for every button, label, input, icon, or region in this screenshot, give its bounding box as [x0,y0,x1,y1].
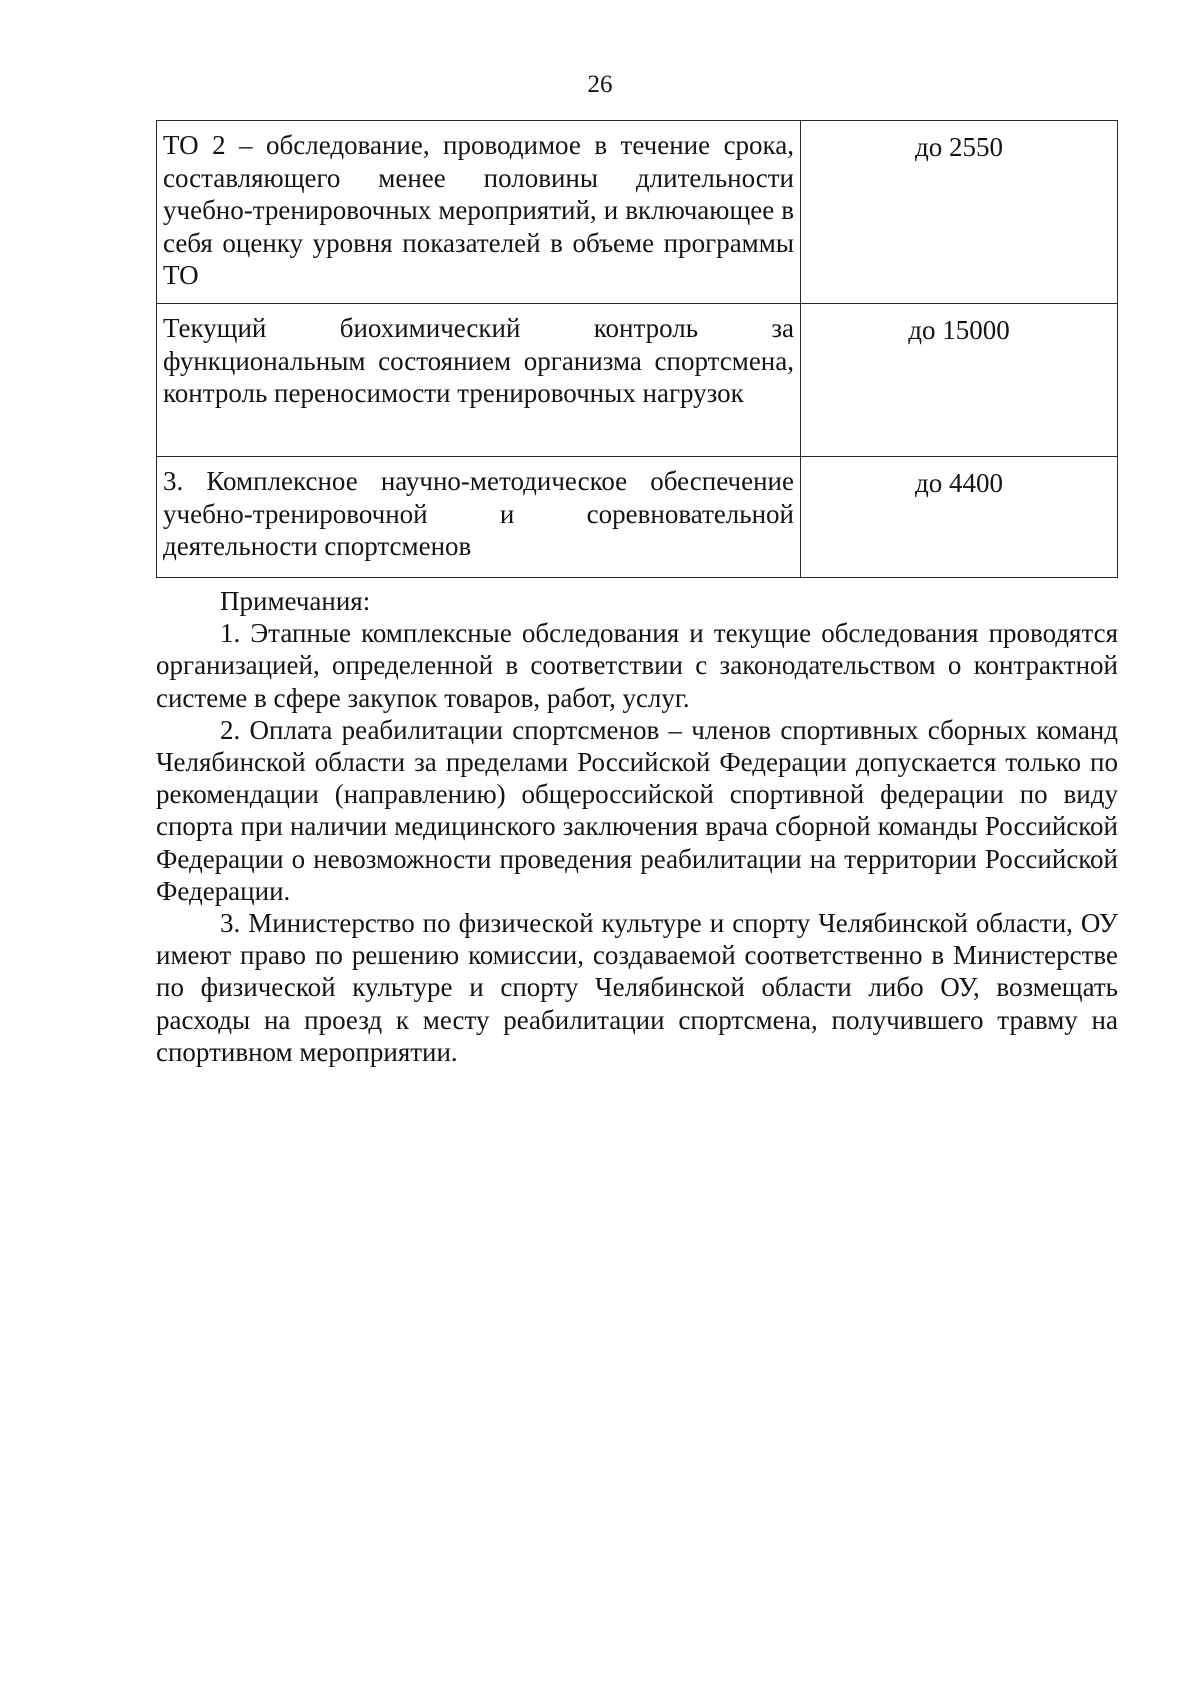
note-item: 3. Министерство по физической культуре и спорту Челябинской области, ОУ имеют право по решению комиссии, создаваемой соответственно в Министерстве по физической культуре и спорту Челябинской области либо ОУ, возмещать расходы на проезд к месту реабилитации спортсмена, получившего травму на спортивном мероприятии. [156,908,1118,1067]
table-cell-description: 3. Комплексное научно-методическое обеспечение учебно-тренировочной и соревновательной деятельности спортсменов [157,457,801,578]
page-number: 26 [587,71,613,98]
cost-table [156,120,1118,578]
table-cell-description: Текущий биохимический контроль за функциональным состоянием организма спортсмена, контроль переносимости тренировочных нагрузок [157,304,801,457]
table-row [157,121,1118,304]
table-cell-value: до 15000 [801,304,1118,457]
table-cell-value: до 2550 [801,121,1118,304]
table-row [157,457,1118,578]
table-cell-value: до 4400 [801,457,1118,578]
note-item: 1. Этапные комплексные обследования и текущие обследования проводятся организацией, определенной в соответствии с законодательством о контрактной системе в сфере закупок товаров, работ, услуг. [156,618,1118,713]
note-item: 2. Оплата реабилитации спортсменов – членов спортивных сборных команд Челябинской области за пределами Российской Федерации допускается только по рекомендации (направлению) общероссийской спортивной федерации по виду спорта при наличии медицинского заключения врача сборной команды Российской Федерации о невозможности проведения реабилитации на территории Российской Федерации. [156,714,1118,906]
table-cell-description: ТО 2 – обследование, проводимое в течение срока, составляющего менее половины длительности учебно-тренировочных мероприятий, и включающее в себя оценку уровня показателей в объеме программы ТО [157,121,801,304]
table-row [157,304,1118,457]
notes-section [156,585,1118,1068]
notes-title: Примечания: [220,586,371,616]
